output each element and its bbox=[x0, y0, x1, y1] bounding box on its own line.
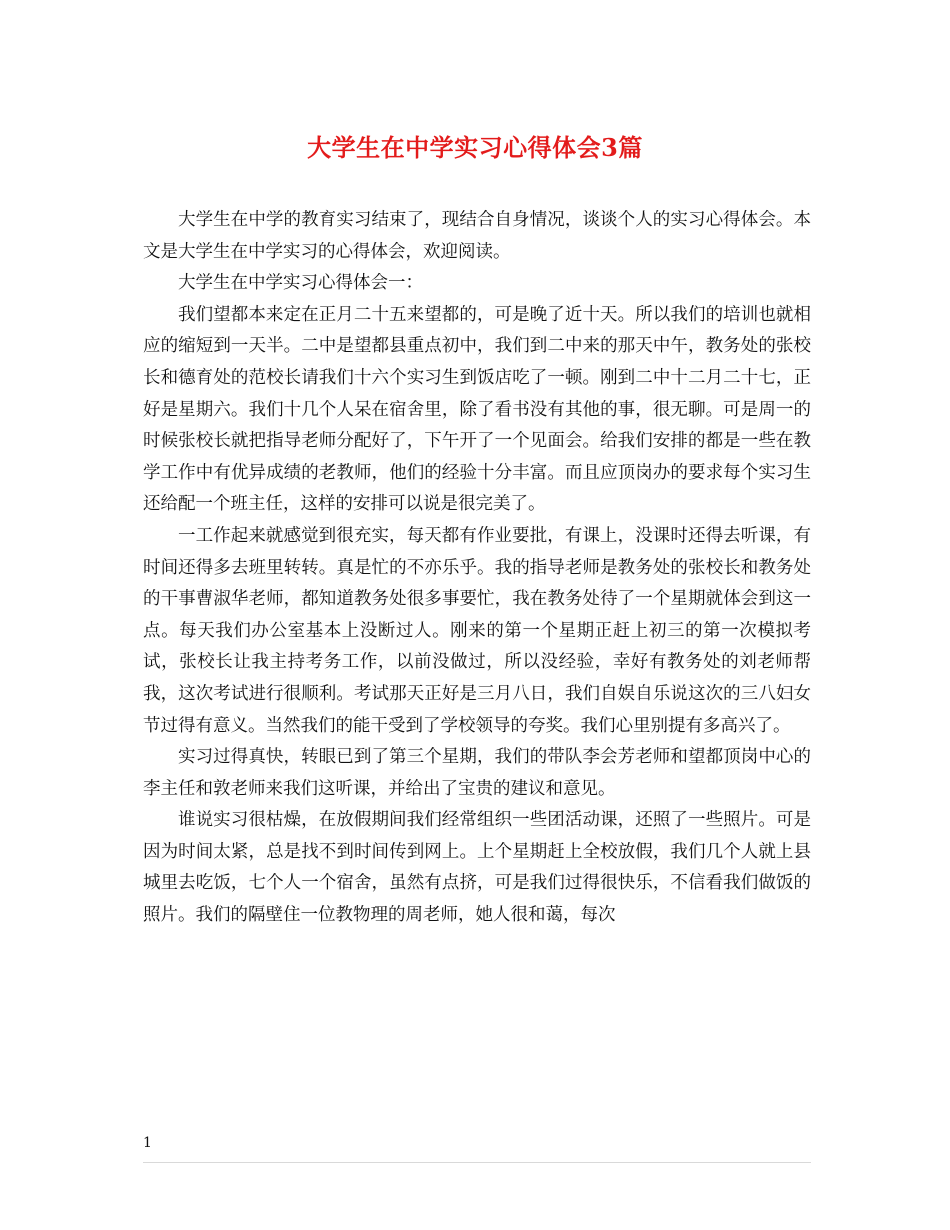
section-heading: 大学生在中学实习心得体会一： bbox=[178, 273, 423, 294]
page-number: 1 bbox=[143, 1135, 152, 1151]
intro-paragraph: 大学生在中学的教育实习结束了，现结合自身情况，谈谈个人的实习心得体会。本文是大学生在中学实习的心得体会，欢迎阅读。 bbox=[143, 210, 811, 262]
body-paragraph: 一工作起来就感觉到很充实，每天都有作业要批，有课上，没课时还得去听课，有时间还得多去班里转转。真是忙的不亦乐乎。我的指导老师是教务处的张校长和教务处的干事曹淑华老师，都知道教务处很多事要忙，我在教务处待了一个星期就体会到这一点。每天我们办公室基本上没断过人。刚来的第一个星期正赶上初三的第一次模拟考试，张校长让我主持考务工作，以前没做过，所以没经验，幸好有教务处的刘老师帮我，这次考试进行很顺利。考试那天正好是三月八日，我们自娱自乐说这次的三八妇女节过得有意义。当然我们的能干受到了学校领导的夸奖。我们心里别提有多高兴了。 bbox=[143, 525, 811, 736]
document-body bbox=[143, 205, 811, 932]
body-paragraph: 我们望都本来定在正月二十五来望都的，可是晚了近十天。所以我们的培训也就相应的缩短到一天半。二中是望都县重点初中，我们到二中来的那天中午，教务处的张校长和德育处的范校长请我们十六个实习生到饭店吃了一顿。刚到二中十二月二十七，正好是星期六。我们十几个人呆在宿舍里，除了看书没有其他的事，很无聊。可是周一的时候张校长就把指导老师分配好了，下午开了一个见面会。给我们安排的都是一些在教学工作中有优异成绩的老教师，他们的经验十分丰富。而且应顶岗办的要求每个实习生还给配一个班主任，这样的安排可以说是很完美了。 bbox=[143, 304, 811, 515]
body-paragraph: 实习过得真快，转眼已到了第三个星期，我们的带队李会芳老师和望都顶岗中心的李主任和敦老师来我们这听课，并给出了宝贵的建议和意见。 bbox=[143, 747, 811, 799]
body-paragraph: 谁说实习很枯燥，在放假期间我们经常组织一些团活动课，还照了一些照片。可是因为时间太紧，总是找不到时间传到网上。上个星期赶上全校放假，我们几个人就上县城里去吃饭，七个人一个宿舍，虽然有点挤，可是我们过得很快乐，不信看我们做饭的照片。我们的隔壁住一位教物理的周老师，她人很和蔼，每次 bbox=[143, 810, 811, 926]
document-title: 大学生在中学实习心得体会3篇 bbox=[307, 133, 643, 162]
footer-divider bbox=[143, 1162, 811, 1163]
